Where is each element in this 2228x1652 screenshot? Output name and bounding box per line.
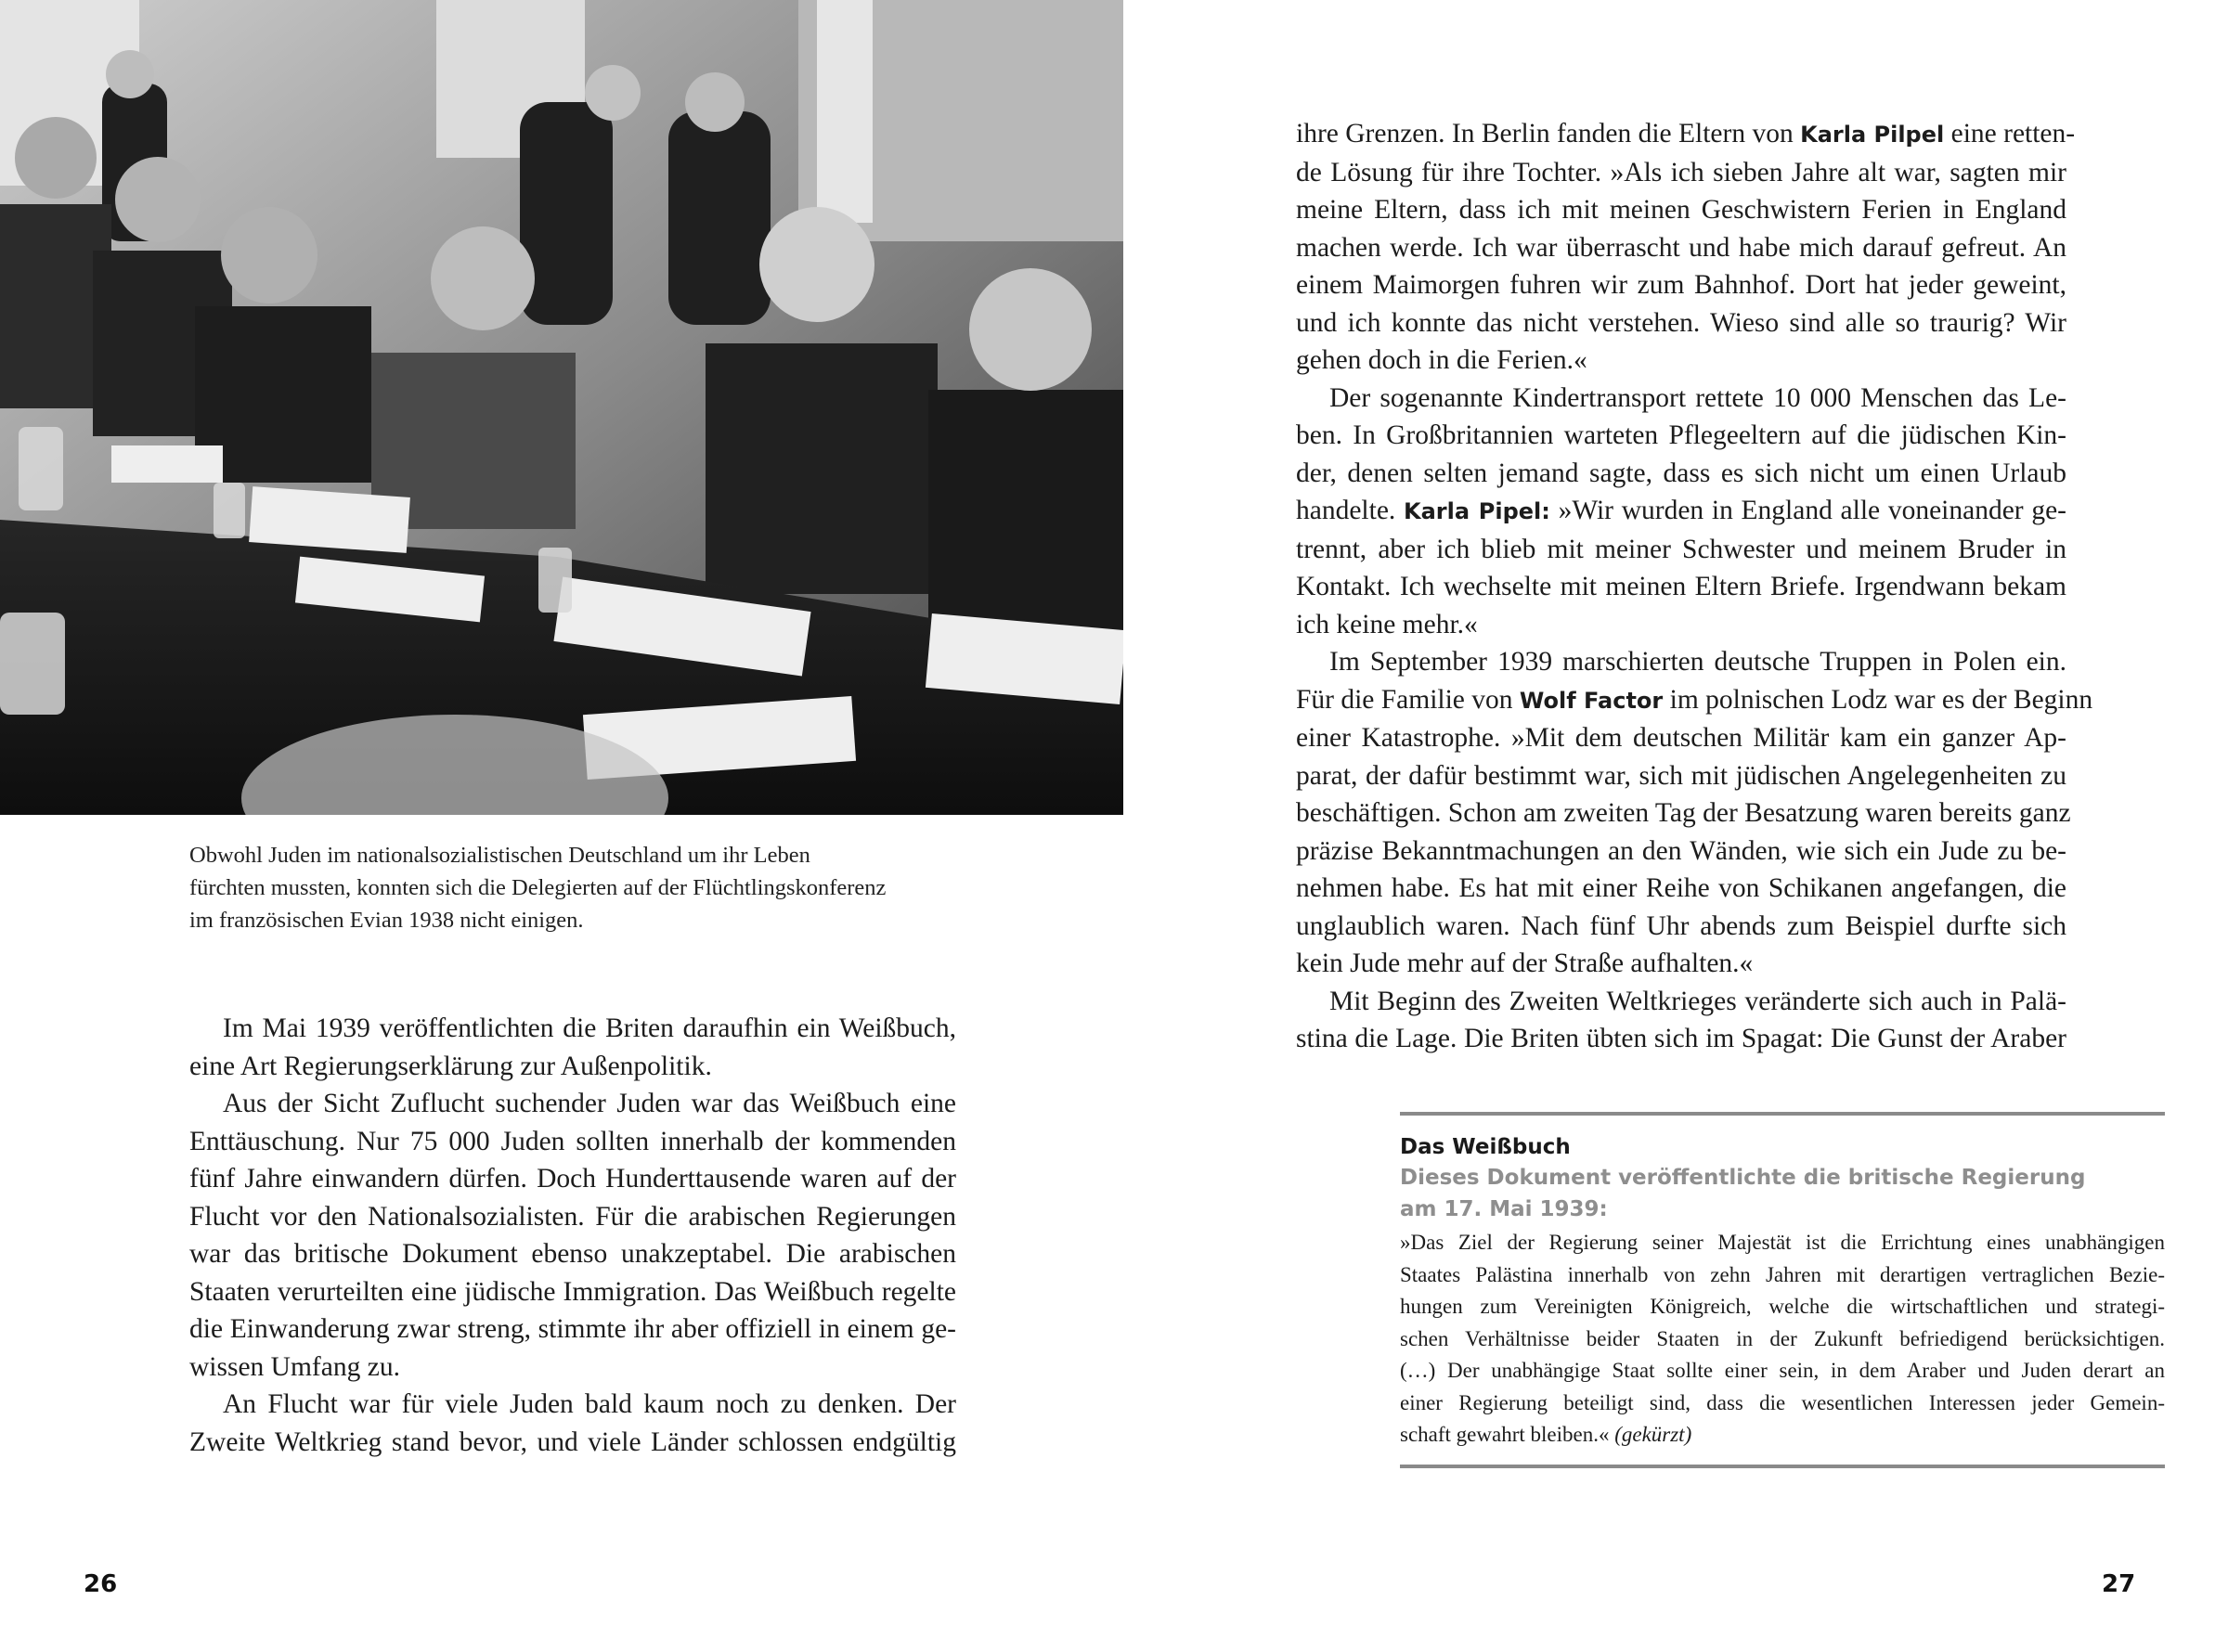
quote-line: »Das Ziel der Regierung seiner Majestät ist die Errichtung eines unabhängigen [1400,1231,2165,1254]
text-line: machen werde. Ich war überrascht und habe mich darauf gefreut. An [1296,232,2066,263]
text-line: und ich konnte das nicht verstehen. Wieso sind alle so traurig? Wir [1296,307,2066,338]
text-line: war das britische Dokument ebenso unakzeptabel. Die arabischen [189,1239,956,1269]
sidebar-title: Das Weißbuch [1400,1135,1571,1159]
quote-line: hungen zum Vereinigten Königreich, welche die wirtschaftlichen und strategi- [1400,1295,2165,1318]
quote-line: einer Regierung beteiligt sind, dass die wesentlichen Interessen jeder Gemein- [1400,1390,2165,1414]
text-line [1296,115,2076,154]
text-line: trennt, aber ich blieb mit meiner Schwester und meinem Bruder in [1296,534,2066,564]
text-line: nehmen habe. Es hat mit einer Reihe von Schikanen angefangen, die [1296,873,2066,903]
text-line: An Flucht war für viele Juden bald kaum noch zu denken. Der [223,1389,956,1419]
text-fragment: handelte. [1296,496,1405,525]
text-line [1296,492,2066,531]
caption-line: fürchten mussten, konnten sich die Delegierten auf der Flüchtlingskonferenz [189,875,887,900]
conference-photo [0,0,1123,815]
text-fragment: im polnischen Lodz war es der Beginn [1663,684,2093,715]
text-line: Im Mai 1939 veröffentlichten die Briten daraufhin ein Weißbuch, [223,1013,956,1043]
text-fragment: Für die Familie von [1296,684,1520,715]
text-fragment: eine retten- [1944,119,2076,148]
left-body-text [189,1010,956,1461]
text-line: eine Art Regierungserklärung zur Außenpolitik. [189,1051,712,1081]
text-line: gehen doch in die Ferien.« [1296,345,1587,375]
text-line: Kontakt. Ich wechselte mit meinen Eltern Briefe. Irgendwann bekam [1296,572,2066,601]
text-fragment: schaft gewahrt bleiben.« [1400,1423,1615,1446]
text-line: Flucht vor den Nationalsozialisten. Für die arabischen Regierungen [189,1201,956,1232]
text-line: Der sogenannte Kindertransport rettete 10 000 Menschen das Le- [1329,382,2066,413]
text-line [1296,681,2093,720]
text-line: Mit Beginn des Zweiten Weltkrieges veränderte sich auch in Palä- [1329,986,2066,1016]
text-line: Aus der Sicht Zuflucht suchender Juden war das Weißbuch eine [223,1089,956,1118]
text-line: parat, der dafür bestimmt war, sich mit jüdischen Angelegenheiten zu [1296,760,2066,791]
page-number-left: 26 [84,1570,118,1598]
quote-line: Staates Palästina innerhalb von zehn Jahren mit derartigen vertraglichen Bezie- [1400,1262,2165,1286]
text-line: beschäftigen. Schon am zweiten Tag der Besatzung waren bereits ganz [1296,798,2071,828]
text-line: kein Jude mehr auf der Straße aufhalten.« [1296,949,1754,978]
weissbuch-sidebar [1400,1112,2165,1468]
person-name: Karla Pipel: [1404,498,1550,524]
text-line: einem Maimorgen fuhren wir zum Bahnhof. Dort hat jeder geweint, [1296,270,2066,300]
right-page [1114,0,2228,1652]
quote-line: (…) Der unabhängige Staat sollte einer sein, in dem Araber und Juden derart an [1400,1359,2165,1382]
quote-line [1400,1419,2165,1452]
text-line: Zweite Weltkrieg stand bevor, und viele Länder schlossen endgültig [189,1426,956,1457]
right-body-text [1296,115,2093,1058]
sidebar-subtitle: Dieses Dokument veröffentlichte die britische Regierung [1400,1166,2086,1190]
text-line: fünf Jahre einwandern dürfen. Doch Hunderttausende waren auf der [189,1164,956,1194]
quote-line: schen Verhältnisse beider Staaten in der Zukunft befriedigend berücksichtigen. [1400,1326,2165,1350]
quote-note: (gekürzt) [1614,1423,1692,1446]
person-name: Wolf Factor [1519,687,1664,714]
text-line: die Einwanderung zwar streng, stimmte ihr aber offiziell in einem ge- [189,1314,956,1344]
text-fragment: »Wir wurden in England alle voneinander ge- [1549,496,2066,525]
text-line: stina die Lage. Die Briten übten sich im Spagat: Die Gunst der Araber [1296,1024,2066,1053]
text-fragment: ihre Grenzen. In Berlin fanden die Eltern von [1296,119,1801,148]
text-line: de Lösung für ihre Tochter. »Als ich sieben Jahre alt war, sagten mir [1296,157,2066,187]
text-line: Im September 1939 marschierten deutsche Truppen in Polen ein. [1329,647,2066,677]
page-number-right: 27 [2102,1570,2136,1598]
text-line: ich keine mehr.« [1296,609,1478,639]
text-line: meine Eltern, dass ich mit meinen Geschwistern Ferien in England [1296,195,2066,225]
caption-line: Obwohl Juden im nationalsozialistischen Deutschland um ihr Leben [189,843,810,868]
text-line: ben. In Großbritannien warteten Pflegeeltern auf die jüdischen Kin- [1296,420,2066,450]
text-line: präzise Bekanntmachungen an den Wänden, wie sich ein Jude zu be- [1296,835,2066,866]
text-line: Staaten verurteilten eine jüdische Immigration. Das Weißbuch regelte [189,1276,956,1307]
text-line: unglaublich waren. Nach fünf Uhr abends zum Beispiel durfte sich [1296,910,2066,941]
text-line: Enttäuschung. Nur 75 000 Juden sollten innerhalb der kommenden [189,1126,956,1156]
sidebar-subtitle: am 17. Mai 1939: [1400,1197,1608,1221]
caption-line: im französischen Evian 1938 nicht einigen. [189,908,584,933]
sidebar-quote [1400,1227,2165,1452]
text-line: der, denen selten jemand sagte, dass es sich nicht um einen Urlaub [1296,458,2066,488]
text-line: wissen Umfang zu. [189,1351,400,1382]
text-line: einer Katastrophe. »Mit dem deutschen Militär kam ein ganzer Ap- [1296,723,2066,753]
person-name: Karla Pilpel [1800,122,1945,148]
photo-caption [189,839,988,936]
